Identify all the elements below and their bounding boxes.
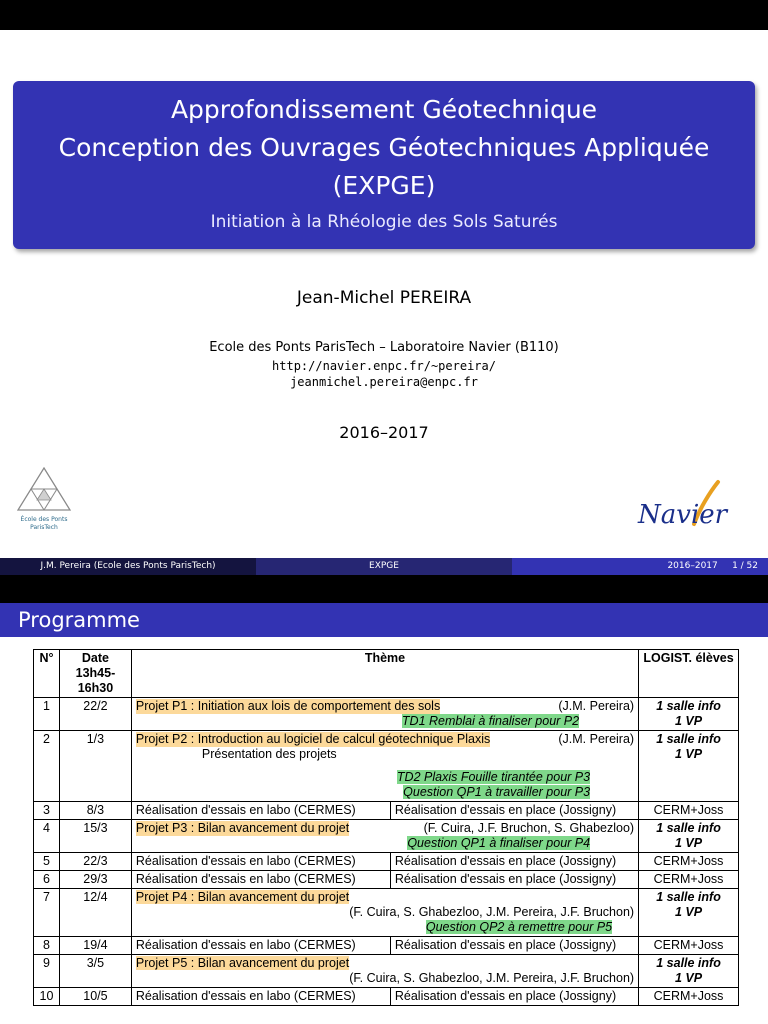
table-row [34,802,739,820]
field-test: Réalisation d'essais en place (Jossigny) [394,872,617,886]
year: 2016–2017 [339,423,429,442]
task-label: TD2 Plaxis Fouille tirantée pour P3 [396,770,591,784]
row-logist: CERM+Joss [639,802,739,820]
row-date: 15/3 [59,820,131,853]
institute: Ecole des Ponts ParisTech – Laboratoire Navier (B110) [209,340,559,355]
project-subline: Présentation des projets [201,747,337,761]
navier-logo [636,478,748,532]
title-slide [0,30,768,575]
footer-author: J.M. Pereira (Ecole des Ponts ParisTech) [0,558,256,575]
row-logist: CERM+Joss [639,871,739,889]
task-label: Question QP2 à remettre pour P5 [425,920,613,934]
table-row [34,955,739,988]
logist-line: 1 VP [674,747,703,761]
header-num: N° [34,650,60,698]
row-theme [131,988,638,1006]
task-label: Question QP1 à travailler pour P3 [403,785,591,799]
footer-date-page [512,558,768,575]
lab-test: Réalisation d'essais en labo (CERMES) [132,853,391,870]
row-num: 8 [34,937,60,955]
header-logist: LOGIST. élèves [639,650,739,698]
enpc-logo-text-1: École des Ponts [20,516,68,523]
row-theme [131,955,638,988]
row-logist [639,698,739,731]
row-date: 10/5 [59,988,131,1006]
programme-slide [0,603,768,1024]
logist-line: 1 VP [674,971,703,985]
row-num: 2 [34,731,60,802]
project-label: Projet P3 : Bilan avancement du projet [135,821,350,835]
title-box [13,81,755,249]
row-num: 4 [34,820,60,853]
table-row [34,853,739,871]
field-test: Réalisation d'essais en place (Jossigny) [394,803,617,817]
header-date: Date 13h45- 16h30 [59,650,131,698]
logist-line: 1 salle info [656,821,721,835]
logist-line: 1 VP [674,836,703,850]
row-theme [131,871,638,889]
row-num: 3 [34,802,60,820]
row-theme [131,889,638,937]
project-author: (J.M. Pereira) [558,732,635,746]
row-num: 9 [34,955,60,988]
row-date: 22/2 [59,698,131,731]
row-logist [639,889,739,937]
url-link[interactable]: http://navier.enpc.fr/~pereira/ [272,359,496,373]
row-date: 19/4 [59,937,131,955]
title-line-3: (EXPGE) [332,171,436,200]
table-row [34,698,739,731]
table-row [34,731,739,802]
lab-test: Réalisation d'essais en labo (CERMES) [132,802,391,819]
row-logist [639,955,739,988]
enpc-logo [14,466,74,536]
row-num: 7 [34,889,60,937]
row-logist: CERM+Joss [639,853,739,871]
author: Jean-Michel PEREIRA [296,288,472,308]
table-row [34,988,739,1006]
enpc-logo-text-2: ParisTech [30,524,58,531]
header-theme: Thème [131,650,638,698]
footer-bar [0,558,768,575]
row-date: 22/3 [59,853,131,871]
footer-page: 1 / 52 [732,561,758,571]
logist-line: 1 salle info [656,699,721,713]
row-num: 1 [34,698,60,731]
row-date: 1/3 [59,731,131,802]
task-label: TD1 Remblai à finaliser pour P2 [401,714,580,728]
logist-line: 1 salle info [656,732,721,746]
row-logist [639,820,739,853]
project-label: Projet P1 : Initiation aux lois de comportement des sols [135,699,441,713]
lab-test: Réalisation d'essais en labo (CERMES) [132,871,391,888]
lab-test: Réalisation d'essais en labo (CERMES) [132,937,391,954]
row-date: 8/3 [59,802,131,820]
table-row [34,871,739,889]
frame-title: Programme [0,603,768,637]
table-row [34,937,739,955]
programme-table [33,649,739,1006]
field-test: Réalisation d'essais en place (Jossigny) [394,854,617,868]
table-row [34,889,739,937]
project-author: (F. Cuira, S. Ghabezloo, J.M. Pereira, J.F. Bruchon) [349,971,635,985]
project-author: (F. Cuira, J.F. Bruchon, S. Ghabezloo) [423,821,635,835]
logist-line: 1 VP [674,905,703,919]
row-date: 3/5 [59,955,131,988]
project-label: Projet P4 : Bilan avancement du projet [135,890,350,904]
field-test: Réalisation d'essais en place (Jossigny) [394,989,617,1003]
row-logist: CERM+Joss [639,988,739,1006]
footer-short-title: EXPGE [256,558,512,575]
row-theme [131,820,638,853]
table-row [34,820,739,853]
lab-test: Réalisation d'essais en labo (CERMES) [132,988,391,1005]
table-header-row [34,650,739,698]
row-logist [639,731,739,802]
row-theme [131,802,638,820]
row-theme [131,731,638,802]
logist-line: 1 VP [674,714,703,728]
row-theme [131,937,638,955]
title-line-1: Approfondissement Géotechnique [170,95,598,124]
project-author: (F. Cuira, S. Ghabezloo, J.M. Pereira, J.F. Bruchon) [349,905,635,919]
row-logist: CERM+Joss [639,937,739,955]
project-label: Projet P2 : Introduction au logiciel de calcul géotechnique Plaxis [135,732,491,746]
row-date: 12/4 [59,889,131,937]
field-test: Réalisation d'essais en place (Jossigny) [394,938,617,952]
triangle-logo-icon [14,466,74,512]
logist-line: 1 salle info [656,956,721,970]
footer-date: 2016–2017 [667,561,718,571]
row-date: 29/3 [59,871,131,889]
row-num: 10 [34,988,60,1006]
project-author: (J.M. Pereira) [558,699,635,713]
email-link[interactable]: jeanmichel.pereira@enpc.fr [290,375,478,389]
subtitle: Initiation à la Rhéologie des Sols Saturés [210,212,558,232]
project-label: Projet P5 : Bilan avancement du projet [135,956,350,970]
navier-logo-text: Navier [638,500,728,530]
title-line-2: Conception des Ouvrages Géotechniques Appliquée [58,133,710,162]
row-theme [131,698,638,731]
task-label: Question QP1 à finaliser pour P4 [407,836,591,850]
row-theme [131,853,638,871]
row-num: 6 [34,871,60,889]
logist-line: 1 salle info [656,890,721,904]
row-num: 5 [34,853,60,871]
